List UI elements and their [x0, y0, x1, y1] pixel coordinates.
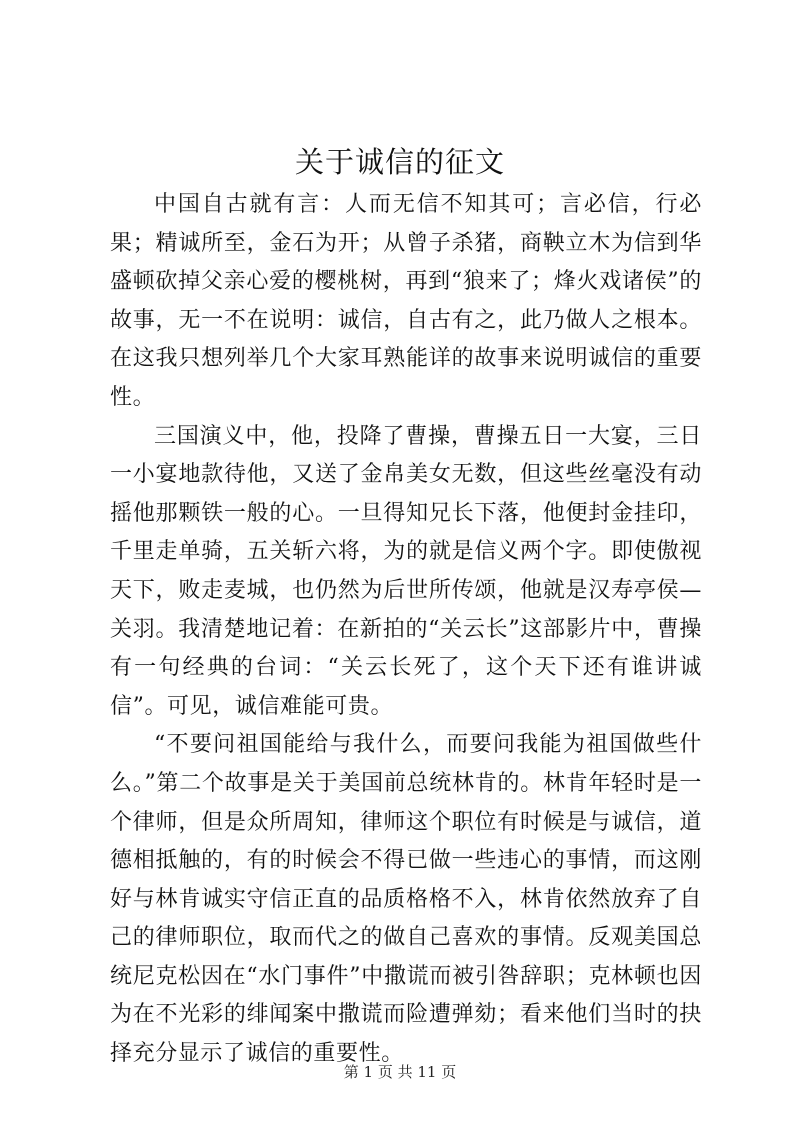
page-number-footer: 第 1 页 共 11 页: [343, 1063, 457, 1081]
paragraph-3: “不要问祖国能给与我什么，而要问我能为祖国做些什么。”第二个故事是关于美国前总统林肯的。林肯年轻时是一个律师，但是众所周知，律师这个职位有时候是与诚信，道德相抵触的，有的时候会不得已做一些违心的事情，而这刚好与林肯诚实守信正直的品质格格不入，林肯依然放弃了自己的律师职位，取而代之的做自己喜欢的事情。反观美国总统尼克松因在“水门事件”中撒谎而被引咎辞职；克林顿也因为在不光彩的绯闻案中撒谎而险遭弹劾；看来他们当时的抉择充分显示了诚信的重要性。: [110, 732, 702, 1067]
document-title: 关于诚信的征文: [294, 145, 505, 179]
paragraph-2: 三国演义中，他，投降了曹操，曹操五日一大宴，三日一小宴地款待他，又送了金帛美女无数，但这些丝毫没有动摇他那颗铁一般的心。一旦得知兄长下落，他便封金挂印，千里走单骑，五关斩六将，为的就是信义两个字。即使傲视天下，败走麦城，也仍然为后世所传颂，他就是汉寿亭侯—关羽。我清楚地记着：在新拍的“关云长”这部影片中，曹操有一句经典的台词：“关云长死了，这个天下还有谁讲诚信”。可见，诚信难能可贵。: [110, 423, 702, 719]
paragraph-1: 中国自古就有言：人而无信不知其可；言必信，行必果；精诚所至，金石为开；从曾子杀猪，商鞅立木为信到华盛顿砍掉父亲心爱的樱桃树，再到“狼来了；烽火戏诸侯”的故事，无一不在说明：诚信，自古有之，此乃做人之根本。在这我只想列举几个大家耳熟能详的故事来说明诚信的重要性。: [110, 192, 702, 410]
document-body: [110, 186, 702, 1074]
